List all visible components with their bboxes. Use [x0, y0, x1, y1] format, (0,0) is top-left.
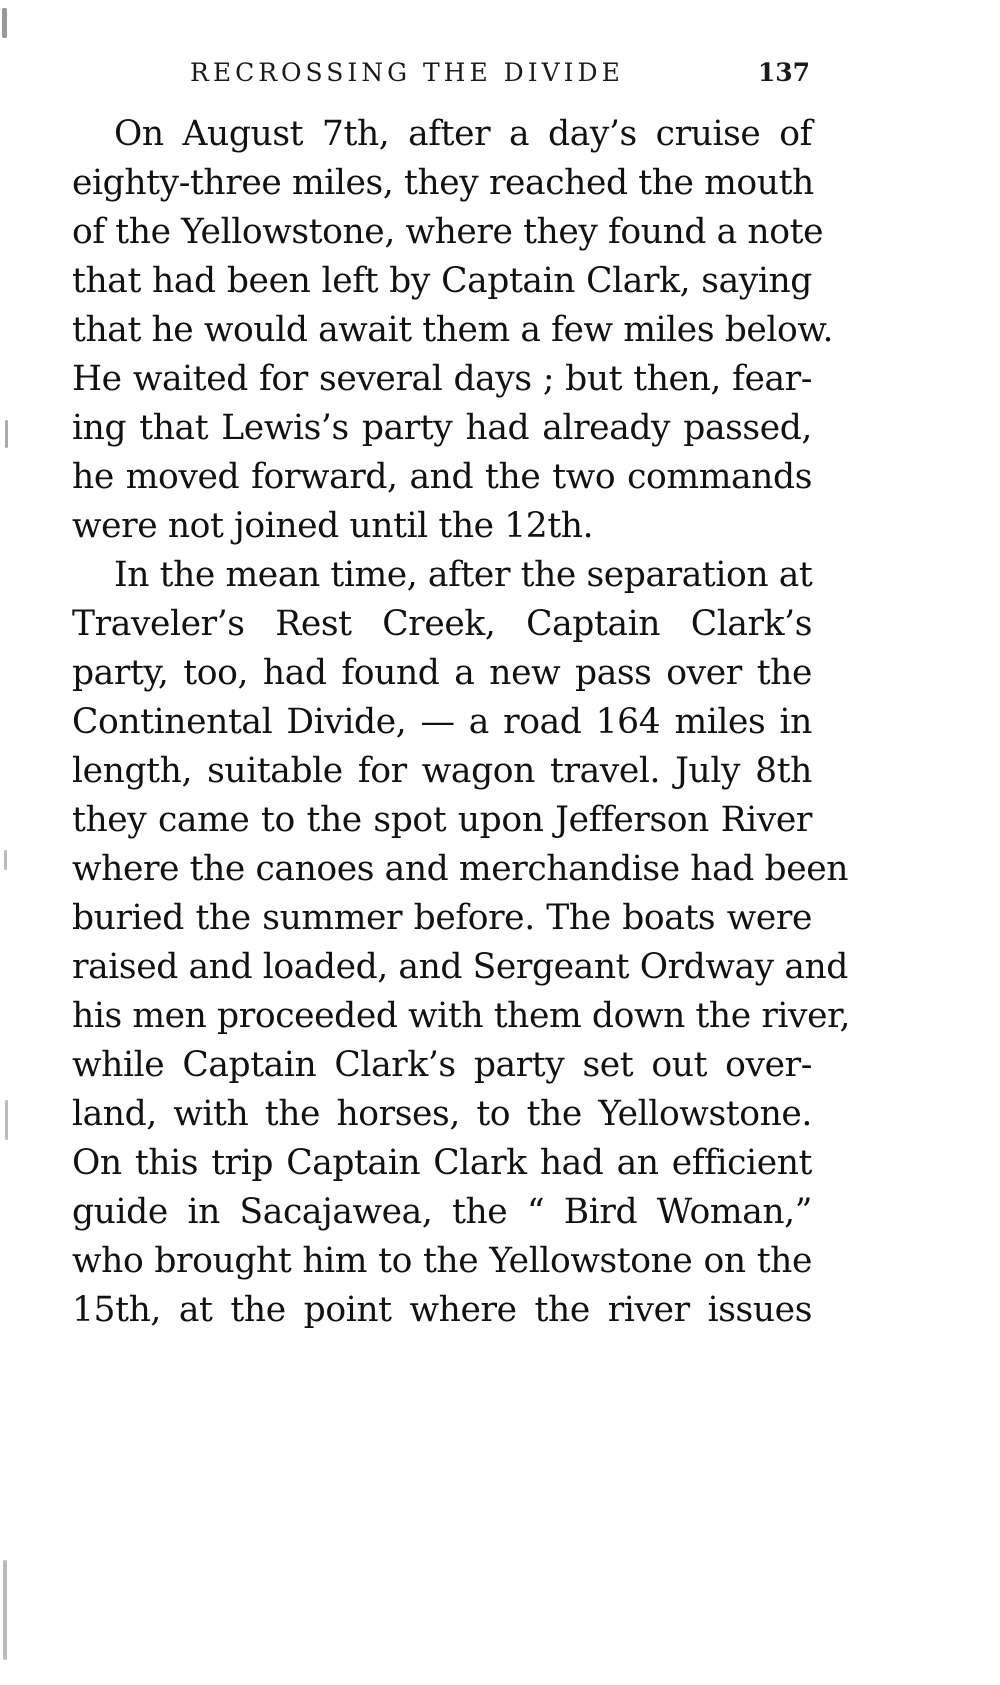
text-line: they came to the spot upon Jefferson River	[72, 800, 812, 840]
text-line: where the canoes and merchandise had been	[72, 849, 849, 889]
text-line: who brought him to the Yellowstone on the	[72, 1241, 812, 1281]
running-head	[190, 52, 810, 92]
text-line: of the Yellowstone, where they found a note	[72, 212, 824, 252]
scan-edge-noise	[0, 0, 12, 1685]
running-title: RECROSSING THE DIVIDE	[190, 57, 624, 87]
text-line: while Captain Clark’s party set out over-	[72, 1045, 812, 1085]
text-line: In the mean time, after the separation at	[114, 555, 813, 595]
body-text	[72, 110, 851, 1335]
text-line: Traveler’s Rest Creek, Captain Clark’s	[72, 604, 812, 644]
text-line: Continental Divide, — a road 164 miles in	[72, 702, 812, 742]
text-line: land, with the horses, to the Yellowstone.	[72, 1094, 812, 1134]
text-line: He waited for several days ; but then, fear-	[72, 359, 812, 399]
text-line: On August 7th, after a day’s cruise of	[114, 114, 812, 154]
paragraph	[72, 551, 851, 1335]
text-line: his men proceeded with them down the river,	[72, 996, 851, 1036]
text-line: he moved forward, and the two commands	[72, 457, 812, 497]
text-line: length, suitable for wagon travel. July 8th	[72, 751, 812, 791]
page-number: 137	[757, 57, 810, 87]
text-line: were not joined until the 12th.	[72, 506, 594, 546]
text-line: buried the summer before. The boats were	[72, 898, 812, 938]
text-line: that had been left by Captain Clark, saying	[72, 261, 812, 301]
paragraph	[72, 110, 834, 551]
text-line: guide in Sacajawea, the “ Bird Woman,”	[72, 1192, 812, 1232]
text-line: ing that Lewis’s party had already passed,	[72, 408, 812, 448]
text-line: 15th, at the point where the river issues	[72, 1290, 812, 1330]
text-line: On this trip Captain Clark had an efficient	[72, 1143, 812, 1183]
text-line: eighty-three miles, they reached the mouth	[72, 163, 814, 203]
text-line: that he would await them a few miles below.	[72, 310, 834, 350]
text-line: raised and loaded, and Sergeant Ordway and	[72, 947, 848, 987]
text-line: party, too, had found a new pass over the	[72, 653, 812, 693]
